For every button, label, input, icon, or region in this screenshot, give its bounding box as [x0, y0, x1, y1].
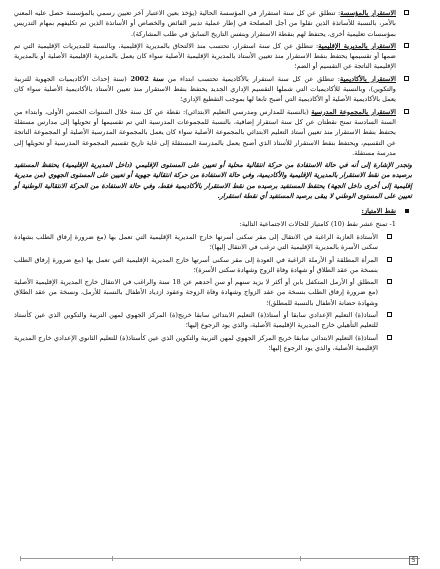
square-bullet-icon: [404, 76, 409, 81]
paragraph-academy-stability: [14, 74, 412, 105]
paragraph-text: : تنطلق عن كل سنة استقرار في المؤسسة الحالية (يؤخذ بعين الاعتبار آخر تعيين رسمي بالمؤسسة حصل عليه المعني بالأمر، بالنسبة للأساتذة الذين نقلوا من أجل المصلحة في إطار عملية تدبير الفائض والخصاص أو الأساتذة الذين تم تكليفهم بمهام التدريس بمؤسسات تعليمية أخرى، يحتفظ لهم بنقطة الاستقرار وبنفس التاريخ السابق في طلب المشاركة).: [14, 9, 396, 38]
footer-tick: [300, 556, 301, 561]
criteria-text: المرأة المطلقة أو الأرملة الراغبة في العودة إلى مقر سكنى أسرتها خارج المديرية الإقليمية التي تعمل بها (مع ضرورة إرفاق الطلب بنسخة من عقد الطلاق أو شهادة وفاة الزوج وشهادة سكنى الأسرة)؛: [14, 255, 378, 274]
filled-bullet-icon: [405, 209, 409, 213]
square-bullet-icon: [404, 43, 409, 48]
square-bullet-icon: [387, 234, 392, 239]
paragraph-text: : تنطلق عن كل سنة استقرار بالأكاديمية تحتسب ابتداء من: [163, 74, 341, 83]
page-number: 5: [409, 556, 418, 565]
criteria-text: أستاذ(ة) التعليم الإعدادي سابقا أو أستاذ(ة) التعليم الابتدائي سابقا خريج(ة) المركز الجهوي لمهن التربية والتكوين الذي عين كأستاذ للتعليم التأهيلي خارج المديرية الإقليمية الأصلية، والذي يود الرجوع إليها؛: [14, 311, 378, 330]
paragraph-text: : تنطلق عن كل سنة استقرار، تحتسب منذ الالتحاق بالمديرية الإقليمية، وبالنسبة للمديريات الإقليمية التي تم ضمها أو تقسيمها يحتفظ بنقط الاستقرار منذ تعيين الأستاذ بالمديرية الإقليمية الأصلية سواء كان يعمل بالمديرية الإقليمية الأصلية أو بالمديرية الإقليمية الناتجة عن التقسيم أو الضم؛: [14, 41, 396, 71]
year-highlight: سنة 2002: [130, 74, 164, 83]
footer-rule: [20, 558, 420, 559]
criteria-item: [14, 310, 412, 331]
paragraph-school-stability: [14, 8, 412, 39]
square-bullet-icon: [387, 279, 392, 284]
section-subtitle: 1- تمنح عشر نقط (10) كامتياز للحالات الاجتماعية التالية:: [239, 219, 396, 228]
term-label: الاستقرار بالمؤسسة: [340, 9, 397, 17]
criteria-item: [14, 255, 412, 276]
square-bullet-icon: [404, 10, 409, 15]
square-bullet-icon: [387, 335, 392, 340]
square-bullet-icon: [404, 109, 409, 114]
important-note: وتجدر الإشارة إلى أنه في حالة الاستفادة من حركة انتقالية محلية أو تعيين على المستوى الإقليمي (داخل المديرية الإقليمية) يحتفظ المستفيد برصيده من نقط الاستقرار بالمديرية الإقليمية والأكاديمية، وفي حالة الاستفادة من حركة انتقالية جهوية أو تعيين على المستوى الجهوي (من مديرية إقليمية إلى أخرى داخل الجهة) يحتفظ المستفيد برصيده من نقط الاستقرار بالأكاديمية فقط، وفي حالة الاستفادة من الحركة الانتقالية الوطنية أو تعيين على المستوى الوطني لا يبقى برصيد المستفيد أي نقطة استقرار.: [14, 161, 412, 201]
footer-tick: [112, 556, 113, 561]
term-label: الاستقرار بالأكاديمية: [340, 74, 396, 83]
square-bullet-icon: [387, 312, 392, 317]
criteria-item: [14, 232, 412, 253]
term-label: الاستقرار بالمجموعة المدرسية: [311, 107, 396, 116]
section-title: نقط الامتياز:: [361, 207, 396, 216]
section-heading: [14, 206, 412, 216]
footer-tick: [20, 556, 21, 561]
paragraph-school-group-stability: [14, 107, 412, 158]
criteria-item: [14, 333, 412, 354]
paragraph-directorate-stability: [14, 41, 412, 72]
criteria-text: الأستاذة العازبة الراغبة في الانتقال إلى مقر سكنى أسرتها خارج المديرية الإقليمية التي تعمل بها (مع ضرورة إرفاق الطلب بشهادة سكنى الأسرة بالمديرية الإقليمية التي ترغب في الانتقال إليها)؛: [14, 232, 378, 252]
criteria-text: أستاذ(ة) التعليم الابتدائي سابقا خريج المركز الجهوي لمهن التربية والتكوين الذي عين كأستاذ(ة) للتعليم الثانوي الإعدادي خارج المديرية الإقليمية الأصلية، والذي يود الرجوع إليها؛: [14, 333, 378, 352]
document-body: [14, 8, 412, 355]
term-label: الاستقرار بالمديرية الإقليمية: [318, 41, 396, 50]
paragraph-text: (بالنسبة للمدارس ومدرسي التعليم الابتدائي): نقطة عن كل سنة خلال السنوات الخمس الأولى، وابتداء من السنة السادسة تمنح نقطتان عن كل سنة استقرار إضافية، بالنسبة للمجموعات المدرسية التي تم تقسيمها أو تحويلها إلى مدارس مستقلة يحتفظ بنقط الاستقرار منذ تعيين أستاذ التعليم الابتدائي بالمجموعة الأصلية سواء كان يعمل بالمجموعة المدرسية الأصلية أو المجموعة الناتجة عن التقسيم، ويحتفظ بنقط الاستقرار للأستاذ الذي أصبح يعمل بالمدرسة المستقلة إلى غاية تاريخ تقسيم المجموعة المدرسية أو تحويلها إلى مدرسة مستقلة.: [14, 107, 396, 157]
criteria-text: المطلق أو الأرمل المتكفل بابن أو أكثر لا يزيد سنهم أو سن أحدهم عن 18 سنة والراغب في الانتقال خارج المديرية الإقليمية الأصلية (مع ضرورة إرفاق الطلب بنسخة من عقد الزواج وشهادة وفاة الزوجة وعقود ازدياد الأطفال بالنسبة للأرمل، ونسخة من عقد الطلاق وشهادة حضانة الأطفال بالنسبة للمطلق)؛: [14, 278, 378, 307]
paragraph-text-continued: (سنة إحداث الأكاديميات الجهوية للتربية والتكوين)، وبالنسبة للأكاديميات التي شملها التقسيم الإداري الجديد يحتفظ بنقط الاستقرار منذ تعيين الأستاذ بالأكاديمية الأصلية سواء كان يعمل بالأكاديمية الأصلية أو الأكاديمية التي أصبح تابعا لها بموجب التقطيع الإداري؛: [14, 74, 396, 104]
square-bullet-icon: [387, 257, 392, 262]
criteria-item: [14, 277, 412, 308]
